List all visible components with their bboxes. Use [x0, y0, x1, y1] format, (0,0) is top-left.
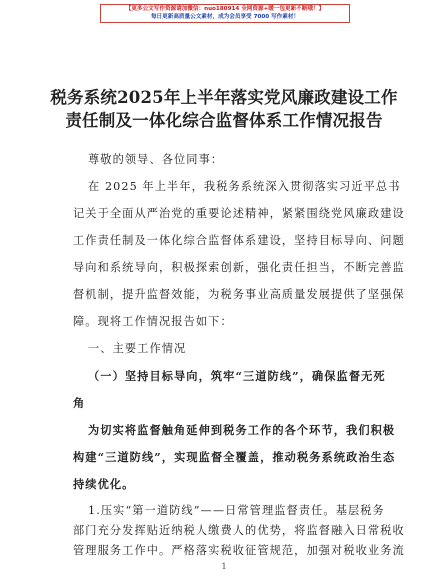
page-number: 1: [221, 562, 227, 571]
section-heading: 一、主要工作情况: [88, 342, 187, 355]
salutation: 尊敬的领导、各位同事：: [88, 153, 224, 166]
subsection-heading: （一）坚持目标导向，筑牢“三道防线”，确保监督无死: [88, 369, 386, 383]
paragraph-line: 管理服务工作中。严格落实税收征管规范，加强对税收业务流: [73, 544, 405, 557]
intro-line: 工作责任制及一体化综合监督体系建设，坚持目标导向、问题: [73, 234, 405, 247]
paragraph-line: 部门充分发挥贴近纳税人缴费人的优势，将监督融入日常税收: [73, 524, 405, 537]
intro-line: 记关于全面从严治党的重要论述精神，紧紧围绕党风廉政建设: [73, 207, 405, 220]
intro-line: 督机制，提升监督效能，为税务事业高质量发展提供了坚强保: [73, 288, 405, 301]
intro-line: 在 2025 年上半年，我税务系统深入贯彻落实习近平总书: [88, 180, 401, 193]
paragraph-line: 构建“三道防线”，实现监督全覆盖，推动税务系统政治生态: [73, 450, 396, 464]
title-line-1: 税务系统2025年上半年落实党风廉政建设工作: [50, 88, 398, 107]
title-line-2: 责任制及一体化综合监督体系工作情况报告: [65, 111, 383, 130]
banner-line-2: 每日更新高质量公文素材，成为会员享受 7000 写作素材！: [150, 14, 300, 20]
intro-line: 导向和系统导向，积极探索创新，强化责任担当，不断完善监: [73, 261, 405, 274]
intro-line: 障。现将工作情况报告如下：: [73, 315, 233, 328]
paragraph-line: 为切实将监督触角延伸到税务工作的各个环节，我们积极: [88, 423, 396, 437]
banner-line-1: 【更多公文写作资源请加微信：nuo180914 全网资源+暖一包更新不断哦！】: [125, 6, 325, 12]
promo-banner: [100, 4, 350, 23]
paragraph-line: 1.压实“第一道防线”——日常管理监督责任。基层税务: [88, 504, 385, 517]
subsection-heading: 角: [73, 396, 86, 410]
paragraph-line: 持续优化。: [73, 477, 135, 491]
